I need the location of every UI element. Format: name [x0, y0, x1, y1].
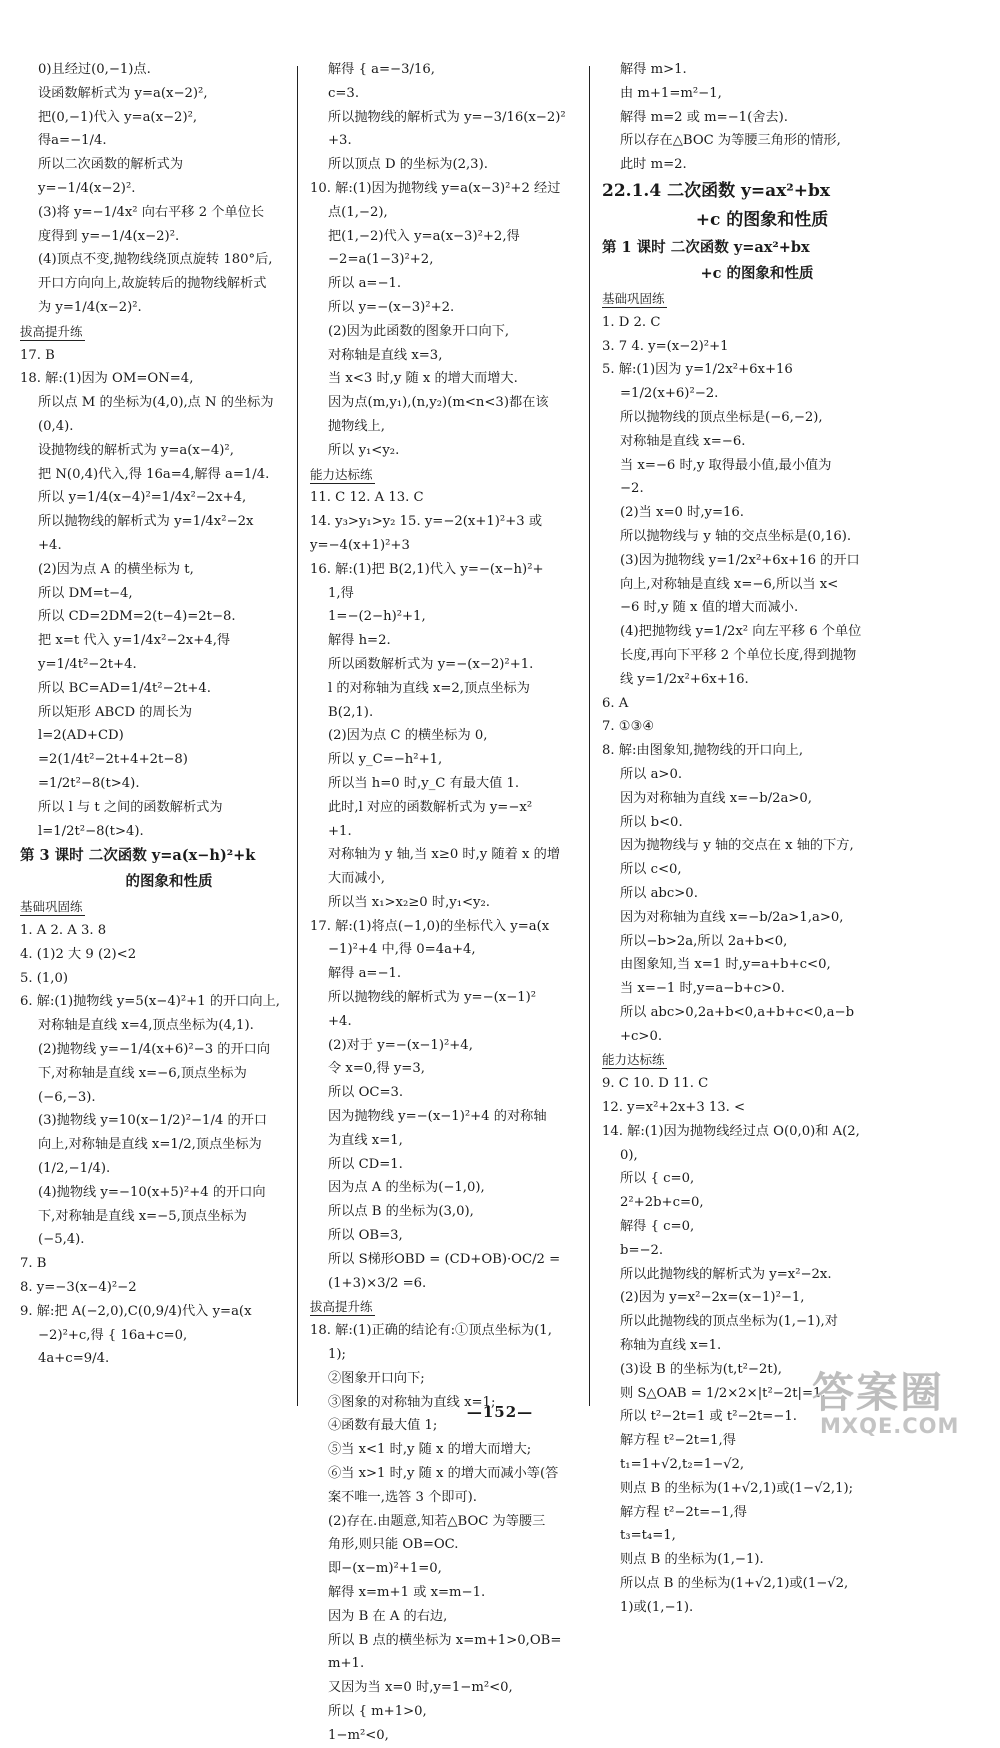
answer-line: 为直线 x=1,: [328, 1132, 403, 1148]
answer-item: 9. 解:把 A(−2,0),C(0,9/4)代入 y=a(x: [20, 1303, 252, 1319]
answer-item: 18. 解:(1)正确的结论有:①顶点坐标为(1,: [310, 1323, 552, 1339]
answer-line: 此时,l 对应的函数解析式为 y=−x²: [328, 799, 533, 815]
answer-line: 因为对称轴为直线 x=−b/2a>1,a>0,: [620, 909, 844, 925]
answer-line: (3)抛物线 y=10(x−1/2)²−1/4 的开口: [38, 1113, 268, 1129]
answer-line: 所以存在△BOC 为等腰三角形的情形,: [620, 133, 841, 149]
answer-line: 所以二次函数的解析式为: [38, 157, 184, 173]
answer-line: 1);: [328, 1347, 346, 1363]
exercise-label: [602, 1048, 882, 1072]
exercise-label-text: 能力达标练: [310, 466, 373, 482]
answer-line: 把 x=t 代入 y=1/4x²−2x+4,得: [38, 633, 231, 649]
answer-line: 所以此抛物线的顶点坐标为(1,−1),对: [620, 1314, 838, 1330]
exercise-label-text: 能力达标练: [602, 1052, 665, 1068]
answer-line: 点(1,−2),: [328, 204, 388, 220]
answer-item: 11. C 12. A 13. C: [310, 490, 424, 506]
answer-line: 所以抛物线的解析式为 y=−(x−1)²: [328, 990, 537, 1006]
lesson-heading: 第 1 课时 二次函数 y=ax²+bx: [602, 238, 810, 256]
answer-line: 所以 c<0,: [620, 862, 682, 878]
watermark-logo: [812, 1370, 992, 1442]
answer-line: 0),: [620, 1147, 638, 1163]
column-divider-right: [589, 66, 590, 1406]
answer-line: (−5,4).: [38, 1232, 85, 1248]
answer-line: 则 S△OAB = 1/2×2×|t²−2t|=1,: [620, 1385, 826, 1401]
answer-line: t₃=t₄=1,: [620, 1528, 676, 1544]
answer-item: 7. ①③④: [602, 719, 655, 735]
answer-line: (3)将 y=−1/4x² 向右平移 2 个单位长: [38, 204, 265, 220]
answer-item: 18. 解:(1)因为 OM=ON=4,: [20, 371, 194, 387]
answer-line: 因为点 A 的坐标为(−1,0),: [328, 1180, 485, 1196]
answer-line: 则点 B 的坐标为(1,−1).: [620, 1552, 764, 1568]
answer-line: 所以 a=−1.: [328, 276, 402, 292]
answer-line: 所以抛物线与 y 轴的交点坐标是(0,16).: [620, 528, 852, 544]
exercise-label: [20, 895, 288, 919]
answer-line: B(2,1).: [328, 704, 374, 720]
answer-item: 4. (1)2 大 9 (2)<2: [20, 946, 137, 962]
lesson-heading: 第 3 课时 二次函数 y=a(x−h)²+k: [20, 847, 256, 865]
answer-line: 当 x=−6 时,y 取得最小值,最小值为: [620, 457, 832, 473]
answer-line: 所以 { c=0,: [620, 1171, 695, 1187]
answer-line: 4a+c=9/4.: [38, 1351, 110, 1367]
answer-line: 0)且经过(0,−1)点.: [38, 62, 151, 77]
answer-line: 为 y=1/4(x−2)².: [38, 299, 142, 315]
answer-line: 当 x=−1 时,y=a−b+c>0.: [620, 981, 785, 997]
answer-line: 所以 l 与 t 之间的函数解析式为: [38, 799, 223, 815]
answer-line: 因为 B 在 A 的右边,: [328, 1608, 448, 1624]
answer-item: 12. y=x²+2x+3 13. <: [602, 1100, 746, 1116]
answer-line: ②图象开口向下;: [328, 1370, 425, 1386]
answer-line: +4.: [38, 537, 62, 553]
answer-item: 8. y=−3(x−4)²−2: [20, 1280, 137, 1296]
answer-line: 1)或(1,−1).: [620, 1599, 694, 1615]
answer-line: 所以点 B 的坐标为(3,0),: [328, 1204, 474, 1220]
answer-line: c=3.: [328, 85, 360, 101]
answer-line: 当 x<3 时,y 随 x 的增大而增大.: [328, 371, 518, 387]
answer-line: 令 x=0,得 y=3,: [328, 1061, 425, 1077]
answer-line: 把 N(0,4)代入,得 16a=4,解得 a=1/4.: [38, 466, 270, 482]
answer-line: 大而减小,: [328, 871, 385, 887]
lesson-heading-cont: 的图象和性质: [125, 873, 213, 891]
answer-line: 由 m+1=m²−1,: [620, 85, 722, 101]
answer-line: 得a=−1/4.: [38, 133, 107, 149]
answer-line: l=1/2t²−8(t>4).: [38, 823, 144, 839]
answer-line: 设函数解析式为 y=a(x−2)²,: [38, 85, 208, 101]
answer-item: 14. 解:(1)因为抛物线经过点 O(0,0)和 A(2,: [602, 1123, 860, 1139]
answer-line: 则点 B 的坐标为(1+√2,1)或(1−√2,1);: [620, 1480, 854, 1496]
answer-line: =1/2t²−8(t>4).: [38, 775, 140, 791]
answer-line: 即−(x−m)²+1=0,: [328, 1561, 442, 1577]
answer-line: 所以抛物线的解析式为 y=1/4x²−2x: [38, 514, 254, 530]
answer-item: 6. 解:(1)抛物线 y=5(x−4)²+1 的开口向上,: [20, 994, 280, 1010]
answer-line: 把(1,−2)代入 y=a(x−3)²+2,得: [328, 228, 520, 244]
answer-line: 所以抛物线的解析式为 y=−3/16(x−2)²: [328, 109, 566, 125]
answer-line: (2)当 x=0 时,y=16.: [620, 505, 744, 521]
answer-line: (2)因为点 C 的横坐标为 0,: [328, 728, 488, 744]
answer-line: 所以 CD=2DM=2(t−4)=2t−8.: [38, 609, 236, 625]
exercise-label-text: 基础巩固练: [602, 290, 665, 306]
page-number: —152—: [466, 1403, 534, 1421]
answer-item: 1. A 2. A 3. 8: [20, 923, 107, 939]
answer-line: 2²+2b+c=0,: [620, 1195, 704, 1211]
answer-line: 案不唯一,选答 3 个即可).: [328, 1489, 477, 1505]
answer-line: 对称轴是直线 x=3,: [328, 347, 443, 363]
answer-line: 所以此抛物线的解析式为 y=x²−2x.: [620, 1266, 832, 1282]
answer-line: −1)²+4 中,得 0=4a+4,: [328, 942, 476, 958]
answer-column-2: [310, 58, 580, 1748]
answer-line: −2.: [620, 481, 644, 497]
answer-line: 所以 OC=3.: [328, 1085, 404, 1101]
answer-line: m+1.: [328, 1656, 365, 1672]
answer-line: 由图象知,当 x=1 时,y=a+b+c<0,: [620, 957, 831, 973]
answer-line: 角形,则只能 OB=OC.: [328, 1537, 459, 1553]
answer-line: (2)抛物线 y=−1/4(x+6)²−3 的开口向: [38, 1042, 271, 1058]
answer-line: 因为抛物线与 y 轴的交点在 x 轴的下方,: [620, 838, 854, 854]
exercise-label: [602, 287, 882, 311]
answer-line: 所以 S梯形OBD = (CD+OB)·OC/2 =: [328, 1251, 561, 1267]
answer-line: 长度,再向下平移 2 个单位长度,得到抛物: [620, 647, 857, 663]
answer-line: 抛物线上,: [328, 418, 385, 434]
answer-line: 度得到 y=−1/4(x−2)².: [38, 228, 180, 244]
answer-line: 对称轴为 y 轴,当 x≥0 时,y 随着 x 的增: [328, 847, 561, 863]
answer-line: y=−1/4(x−2)².: [38, 180, 136, 196]
exercise-label-text: 拔高提升练: [310, 1299, 373, 1315]
answer-line: ③图象的对称轴为直线 x=1;: [328, 1394, 496, 1410]
exercise-label: [20, 320, 288, 344]
answer-line: 1=−(2−h)²+1,: [328, 609, 426, 625]
answer-line: 所以 a>0.: [620, 766, 683, 782]
answer-line: +1.: [328, 823, 352, 839]
answer-item: 5. 解:(1)因为 y=1/2x²+6x+16: [602, 362, 793, 378]
answer-line: 解得 m>1.: [620, 62, 687, 77]
answer-item: 10. 解:(1)因为抛物线 y=a(x−3)²+2 经过: [310, 180, 561, 196]
answer-line: =1/2(x+6)²−2.: [620, 386, 719, 402]
answer-line: 因为对称轴为直线 x=−b/2a>0,: [620, 790, 812, 806]
answer-item: y=−4(x+1)²+3: [310, 537, 410, 553]
section-heading-cont: +c 的图象和性质: [695, 209, 829, 230]
answer-item: 17. B: [20, 347, 55, 363]
answer-line: 解得 a=−1.: [328, 966, 402, 982]
answer-line: (−6,−3).: [38, 1089, 96, 1105]
answer-line: ④函数有最大值 1;: [328, 1418, 438, 1434]
answer-item: 1. D 2. C: [602, 314, 661, 330]
answer-line: (4)顶点不变,抛物线绕顶点旋转 180°后,: [38, 252, 273, 268]
answer-line: 所以抛物线的顶点坐标是(−6,−2),: [620, 409, 823, 425]
answer-line: 所以当 h=0 时,y_C 有最大值 1.: [328, 775, 520, 791]
section-heading: 22.1.4 二次函数 y=ax²+bx: [602, 180, 830, 201]
answer-line: 所以顶点 D 的坐标为(2,3).: [328, 157, 488, 173]
answer-line: 向上,对称轴是直线 x=1/2,顶点坐标为: [38, 1137, 262, 1153]
answer-line: 1−m²<0,: [328, 1727, 389, 1743]
answer-line: (2)因为点 A 的横坐标为 t,: [38, 561, 194, 577]
answer-line: 解得 { c=0,: [620, 1219, 695, 1235]
answer-line: 解得 { a=−3/16,: [328, 62, 435, 77]
answer-line: 所以 t²−2t=1 或 t²−2t=−1.: [620, 1409, 797, 1425]
answer-line: (1/2,−1/4).: [38, 1161, 111, 1177]
answer-line: −6 时,y 随 x 值的增大而减小.: [620, 600, 799, 616]
answer-item: 5. (1,0): [20, 970, 69, 986]
exercise-label: [310, 1295, 580, 1319]
answer-line: 所以 CD=1.: [328, 1156, 403, 1172]
column-divider-left: [297, 66, 298, 1406]
answer-line: 开口方向向上,故旋转后的抛物线解析式: [38, 276, 267, 292]
answer-item: 3. 7 4. y=(x−2)²+1: [602, 338, 729, 354]
answer-line: (2)对于 y=−(x−1)²+4,: [328, 1037, 473, 1053]
answer-line: 所以 b<0.: [620, 814, 683, 830]
answer-line: +3.: [328, 133, 352, 149]
answer-line: 又因为当 x=0 时,y=1−m²<0,: [328, 1680, 513, 1696]
answer-line: 解得 x=m+1 或 x=m−1.: [328, 1585, 486, 1600]
answer-line: 所以 y₁<y₂.: [328, 442, 400, 458]
answer-line: 称轴为直线 x=1.: [620, 1338, 722, 1354]
exercise-label-text: 拔高提升练: [20, 323, 83, 339]
answer-line: 解方程 t²−2t=−1,得: [620, 1504, 747, 1520]
answer-line: 解得 h=2.: [328, 633, 391, 649]
answer-line: +c>0.: [620, 1028, 663, 1044]
answer-line: 下,对称轴是直线 x=−5,顶点坐标为: [38, 1208, 247, 1224]
answer-line: 因为抛物线 y=−(x−1)²+4 的对称轴: [328, 1109, 547, 1125]
answer-line: 线 y=1/2x²+6x+16.: [620, 671, 749, 687]
answer-line: l=2(AD+CD): [38, 728, 124, 744]
answer-item: 9. C 10. D 11. C: [602, 1076, 709, 1092]
answer-line: 因为点(m,y₁),(n,y₂)(m<n<3)都在该: [328, 395, 549, 411]
answer-line: 所以点 M 的坐标为(4,0),点 N 的坐标为: [38, 395, 274, 411]
answer-line: 所以 y_C=−h²+1,: [328, 752, 443, 768]
answer-line: 此时 m=2.: [620, 157, 687, 173]
answer-line: 所以点 B 的坐标为(1+√2,1)或(1−√2,: [620, 1576, 849, 1592]
answer-line: 所以 y=−(x−3)²+2.: [328, 299, 455, 315]
answer-item: 7. B: [20, 1256, 47, 1272]
answer-line: 解得 m=2 或 m=−1(舍去).: [620, 109, 788, 125]
answer-line: ⑥当 x>1 时,y 随 x 的增大而减小等(答: [328, 1466, 559, 1482]
answer-line: =2(1/4t²−2t+4+2t−8): [38, 752, 188, 768]
answer-column-1: [20, 58, 288, 1371]
answer-line: 对称轴是直线 x=4,顶点坐标为(4,1).: [38, 1018, 254, 1034]
answer-line: t₁=1+√2,t₂=1−√2,: [620, 1457, 745, 1473]
answer-item: 17. 解:(1)将点(−1,0)的坐标代入 y=a(x: [310, 918, 550, 934]
answer-line: 所以 BC=AD=1/4t²−2t+4.: [38, 680, 211, 696]
answer-line: (3)设 B 的坐标为(t,t²−2t),: [620, 1361, 782, 1377]
answer-line: 向上,对称轴是直线 x=−6,所以当 x<: [620, 576, 839, 592]
answer-line: 把(0,−1)代入 y=a(x−2)²,: [38, 109, 198, 125]
lesson-heading-cont: +c 的图象和性质: [700, 264, 814, 282]
answer-line: 所以 abc>0.: [620, 885, 698, 901]
answer-line: 所以−b>2a,所以 2a+b<0,: [620, 933, 788, 949]
answer-line: (4)把抛物线 y=1/2x² 向左平移 6 个单位: [620, 624, 862, 640]
exercise-label-text: 基础巩固练: [20, 899, 83, 915]
answer-line: 所以 { m+1>0,: [328, 1703, 427, 1719]
answer-line: (1+3)×3/2 =6.: [328, 1275, 427, 1291]
answer-line: 解方程 t²−2t=1,得: [620, 1433, 736, 1449]
exercise-label: [310, 463, 580, 487]
answer-line: 下,对称轴是直线 x=−6,顶点坐标为: [38, 1065, 247, 1081]
watermark-text-icon: 答案圈: [812, 1368, 945, 1417]
answer-line: 所以 OB=3,: [328, 1228, 403, 1244]
answer-line: (3)因为抛物线 y=1/2x²+6x+16 的开口: [620, 552, 860, 568]
answer-line: 所以 y=1/4(x−4)²=1/4x²−2x+4,: [38, 490, 247, 506]
answer-line: 所以 abc>0,2a+b<0,a+b+c<0,a−b: [620, 1004, 855, 1020]
answer-line: (0,4).: [38, 418, 74, 434]
answer-line: 设抛物线的解析式为 y=a(x−4)²,: [38, 442, 234, 458]
answer-item: 8. 解:由图象知,抛物线的开口向上,: [602, 743, 804, 759]
answer-item: 16. 解:(1)把 B(2,1)代入 y=−(x−h)²+: [310, 561, 544, 577]
answer-line: 所以 DM=t−4,: [38, 585, 133, 601]
answer-line: 所以函数解析式为 y=−(x−2)²+1.: [328, 656, 534, 672]
answer-line: b=−2.: [620, 1242, 664, 1258]
answer-line: +4.: [328, 1013, 352, 1029]
watermark-url-icon: MXQE.COM: [820, 1414, 960, 1438]
answer-line: −2=a(1−3)²+2,: [328, 252, 434, 268]
answer-line: l 的对称轴为直线 x=2,顶点坐标为: [328, 680, 530, 696]
answer-line: (2)存在.由题意,知若△BOC 为等腰三: [328, 1513, 546, 1529]
answer-line: 1,得: [328, 585, 354, 601]
answer-item: 14. y₃>y₁>y₂ 15. y=−2(x+1)²+3 或: [310, 514, 543, 530]
answer-item: 6. A: [602, 695, 629, 711]
answer-line: 所以 B 点的横坐标为 x=m+1>0,OB=: [328, 1632, 562, 1648]
answer-line: (4)抛物线 y=−10(x+5)²+4 的开口向: [38, 1184, 266, 1200]
answer-line: (2)因为此函数的图象开口向下,: [328, 323, 510, 339]
answer-line: 对称轴是直线 x=−6.: [620, 433, 746, 449]
answer-line: ⑤当 x<1 时,y 随 x 的增大而增大;: [328, 1442, 532, 1458]
answer-line: y=1/4t²−2t+4.: [38, 656, 137, 672]
answer-line: 所以当 x₁>x₂≥0 时,y₁<y₂.: [328, 894, 490, 910]
answer-line: 所以矩形 ABCD 的周长为: [38, 704, 193, 720]
answer-line: −2)²+c,得 { 16a+c=0,: [38, 1327, 188, 1343]
answer-line: (2)因为 y=x²−2x=(x−1)²−1,: [620, 1290, 805, 1306]
